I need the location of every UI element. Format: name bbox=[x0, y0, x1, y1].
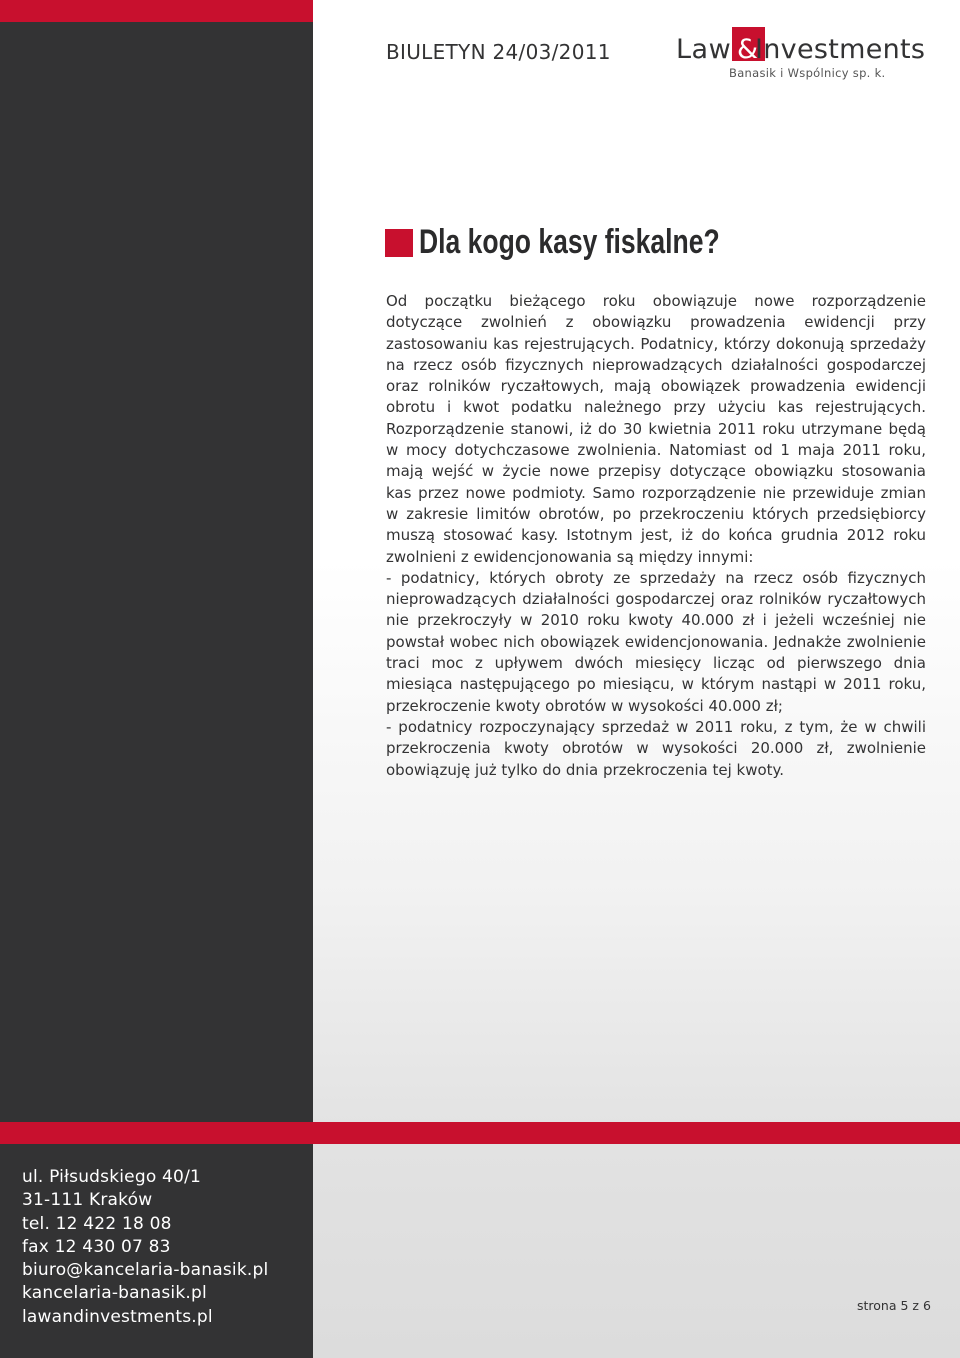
logo-ampersand: & bbox=[737, 34, 759, 65]
address-email: biuro@kancelaria-banasik.pl bbox=[22, 1260, 269, 1281]
company-logo bbox=[676, 27, 926, 81]
logo-law-text: Law bbox=[676, 34, 732, 65]
article-title: Dla kogo kasy fiskalne? bbox=[419, 223, 720, 261]
contact-address bbox=[22, 1166, 268, 1329]
address-phone: tel. 12 422 18 08 bbox=[22, 1213, 172, 1234]
logo-subtitle: Banasik i Wspólnicy sp. k. bbox=[729, 66, 886, 80]
footer-accent-band bbox=[0, 1122, 960, 1144]
article-paragraph-item-1: - podatnicy, których obroty ze sprzedaży na rzecz osób fizycznych nieprowadzących działalności gospodarczej oraz rolników ryczałtowych nie przekroczyły w 2010 roku kwoty 40.000 zł i jeżeli wcześniej nie powstał wobec nich obowiązek ewidencjonowania. Jednakże zwolnienie traci moc z upływem dwóch miesięcy licząc od pierwszego dnia miesiąca następującego po miesiącu, w którym nastąpi w 2011 roku, przekroczenie kwoty obrotów w wysokości 40.000 zł; bbox=[386, 568, 926, 715]
bulletin-title: BIULETYN 24/03/2011 bbox=[386, 40, 611, 64]
article-body bbox=[386, 291, 926, 781]
address-fax: fax 12 430 07 83 bbox=[22, 1236, 171, 1257]
page-number: strona 5 z 6 bbox=[857, 1298, 931, 1313]
logo-investments-text: Investments bbox=[755, 34, 926, 65]
sidebar-accent-bar bbox=[0, 0, 313, 22]
heading-square-marker bbox=[385, 229, 413, 257]
sidebar bbox=[0, 0, 313, 1358]
article-paragraph-item-2: - podatnicy rozpoczynający sprzedaż w 2011 roku, z tym, że w chwili przekroczenia kwoty obrotów w wysokości 20.000 zł, zwolnienie obowiązuję już tylko do dnia przekroczenia tej kwoty. bbox=[386, 717, 926, 779]
address-website-2: lawandinvestments.pl bbox=[22, 1306, 213, 1327]
article-paragraph-intro: Od początku bieżącego roku obowiązuje nowe rozporządzenie dotyczące zwolnień z obowiązku prowadzenia ewidencji przy zastosowaniu kas rejestrujących. Podatnicy, którzy dokonują sprzedaży na rzecz osób fizycznych nieprowadzących działalności gospodarczej oraz rolników ryczałtowych, mają obowiązek prowadzenia ewidencji obrotu i kwot podatku należnego przy użyciu kas rejestrujących. Rozporządzenie stanowi, iż do 30 kwietnia 2011 roku utrzymane będą w mocy dotychczasowe zwolnienia. Natomiast od 1 maja 2011 roku, mają wejść w życie nowe przepisy dotyczące obowiązku stosowania kas przez nowe podmioty. Samo rozporządzenie nie przewiduje zmian w zakresie limitów obrotów, po przekroczeniu których przedsiębiorcy muszą stosować kasy. Istotnym jest, iż do końca grudnia 2012 roku zwolnieni z ewidencjonowania są między innymi: bbox=[386, 292, 926, 566]
address-website-1: kancelaria-banasik.pl bbox=[22, 1283, 207, 1304]
address-street: ul. Piłsudskiego 40/1 bbox=[22, 1167, 202, 1187]
address-city: 31-111 Kraków bbox=[22, 1190, 153, 1211]
